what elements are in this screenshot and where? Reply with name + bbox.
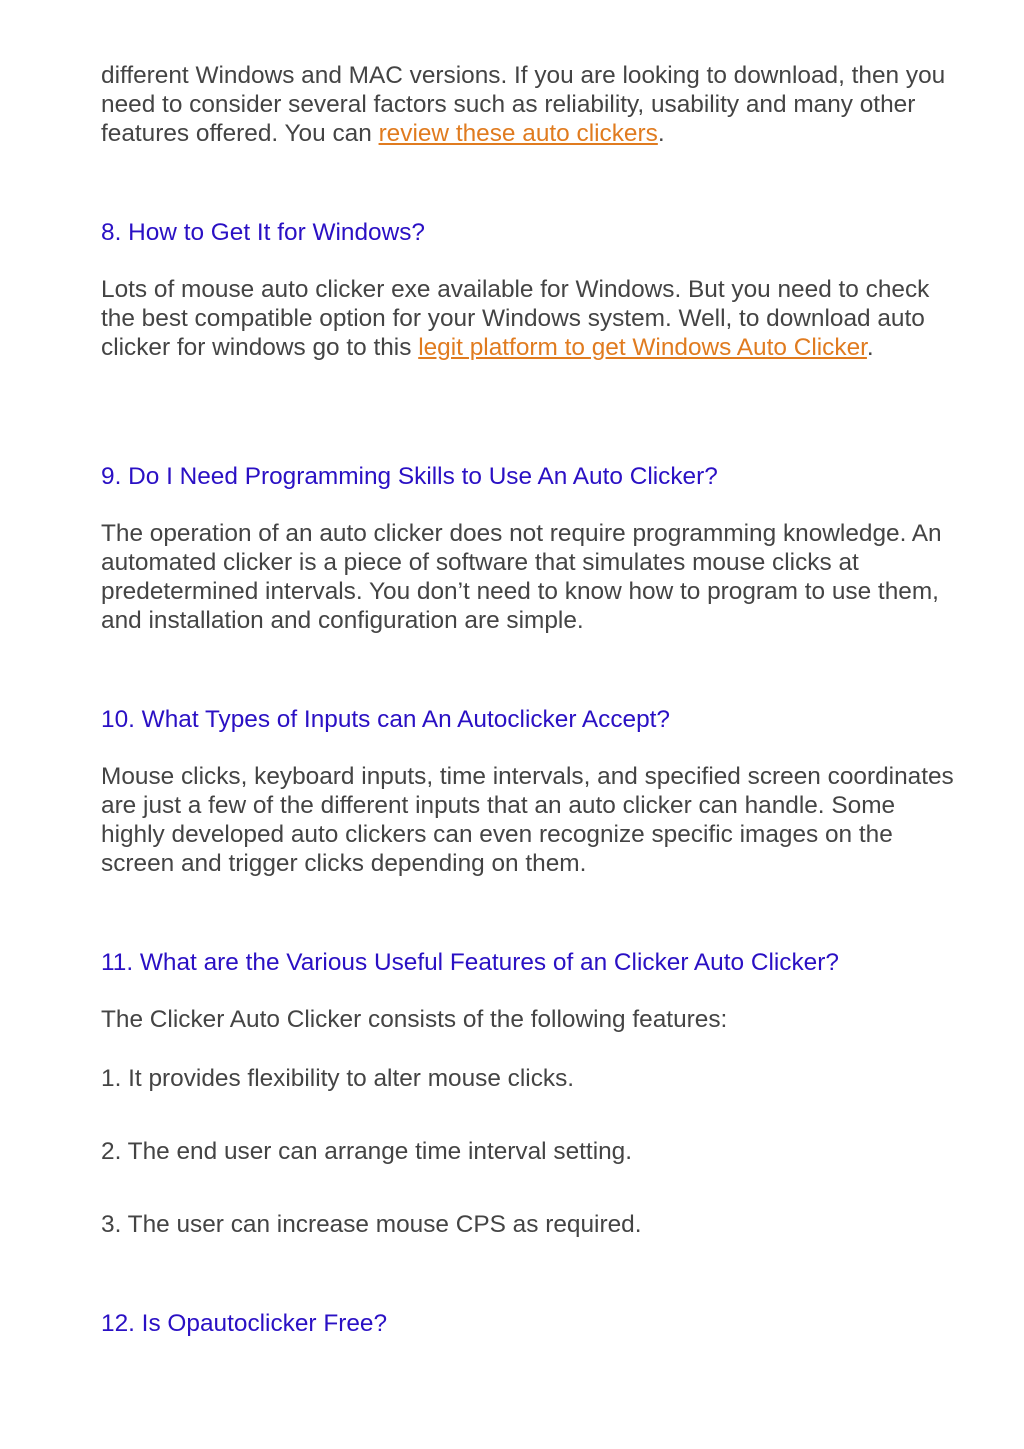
section-8-period: . [866,334,874,361]
section-11-paragraph: The Clicker Auto Clicker consists of the following features: [101,1006,728,1033]
intro-period: . [657,120,665,147]
feature-item-2: 2. The end user can arrange time interval setting. [101,1138,633,1165]
heading-12: 12. Is Opautoclicker Free? [101,1310,388,1337]
section-10-paragraph: Mouse clicks, keyboard inputs, time intervals, and specified screen coordinates are just a few of the different inputs that an auto clicker can handle. Some highly developed auto clickers can even recognize specific images on the screen and trigger clicks depending on them. [101,763,954,877]
intro-paragraph [101,61,961,148]
heading-9: 9. Do I Need Programming Skills to Use An Auto Clicker? [101,463,718,490]
review-auto-clickers-link[interactable]: review these auto clickers [378,120,658,147]
heading-10: 10. What Types of Inputs can An Autoclicker Accept? [101,706,670,733]
section-9-paragraph: The operation of an auto clicker does not require programming knowledge. An automated clicker is a piece of software that simulates mouse clicks at predetermined intervals. You don’t need to know how to program to use them, and installation and configuration are simple. [101,520,942,634]
feature-item-1: 1. It provides flexibility to alter mouse clicks. [101,1065,575,1092]
heading-11: 11. What are the Various Useful Features of an Clicker Auto Clicker? [101,949,839,976]
section-8-paragraph [101,275,961,362]
heading-8: 8. How to Get It for Windows? [101,219,425,246]
feature-item-3: 3. The user can increase mouse CPS as required. [101,1211,642,1238]
windows-auto-clicker-link[interactable]: legit platform to get Windows Auto Clicker [418,334,867,361]
section-8-text: Lots of mouse auto clicker exe available for Windows. But you need to check the best compatible option for your Windows system. Well, to download auto clicker for windows go to this [101,276,930,361]
intro-text: different Windows and MAC versions. If you are looking to download, then you need to consider several factors such as reliability, usability and many other features offered. You can [101,62,946,147]
